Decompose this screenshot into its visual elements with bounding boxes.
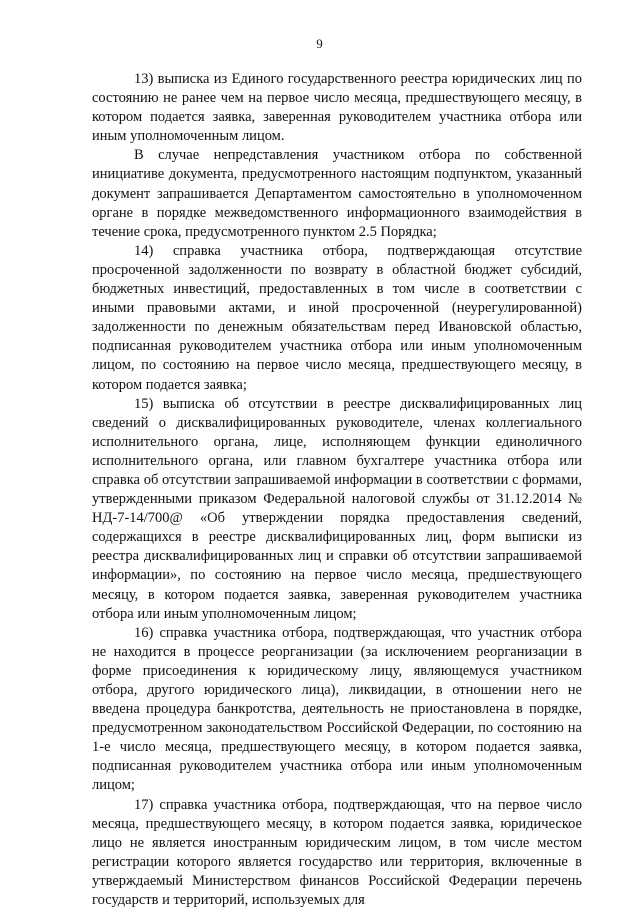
page-number: 9 — [316, 36, 323, 51]
paragraph-item-16: 16) справка участника отбора, подтверждающая, что участник отбора не находится в процессе реорганизации (за исключением реорганизации в форме присоединения к юридическому лицу, являющемуся участником отбора, другого юридического лица), ликвидации, в отношении него не введена процедура банкротства, деятельность не приостановлена в порядке, предусмотренном законодательством Российской Федерации, по состоянию на 1-е число месяца, предшествующего месяцу, в котором подается заявка, подписанная руководителем участника отбора или иным уполномоченным лицом; — [92, 624, 582, 794]
paragraph-item-14: 14) справка участника отбора, подтверждающая отсутствие просроченной задолженности по возврату в областной бюджет субсидий, бюджетных инвестиций, предоставленных в том числе в соответствии с иными правовыми актами, и иной просроченной (неурегулированной) задолженности по денежным обязательствам перед Ивановской областью, подписанная руководителем участника отбора или иным уполномоченным лицом, по состоянию на первое число месяца, предшествующего месяцу, в котором подается заявка; — [92, 242, 582, 393]
paragraph-item-13-note: В случае непредставления участником отбора по собственной инициативе документа, предусмотренного настоящим подпунктом, указанный документ запрашивается Департаментом самостоятельно в уполномоченном органе в порядке межведомственного информационного взаимодействия в течение срока, предусмотренного пунктом 2.5 Порядка; — [92, 147, 582, 240]
document-body — [92, 70, 582, 910]
paragraph-item-15: 15) выписка об отсутствии в реестре дисквалифицированных лиц сведений о дисквалифицированных руководителе, членах коллегиального исполнительного органа, лице, исполняющем функции единоличного исполнительного органа, или главном бухгалтере участника отбора или справка об отсутствии запрашиваемой информации в соответствии с формами, утвержденными приказом Федеральной налоговой службы от 31.12.2014 № НД-7-14/700@ «Об утверждении порядка предоставления сведений, содержащихся в реестре дисквалифицированных лиц, форм выписки из реестра дисквалифицированных лиц и справки об отсутствии запрашиваемой информации», по состоянию на первое число месяца, предшествующего месяцу, в котором подается заявка, заверенная руководителем участника отбора или иным уполномоченным лицом; — [92, 395, 582, 622]
paragraph-item-13: 13) выписка из Единого государственного реестра юридических лиц по состоянию не ранее чем на первое число месяца, предшествующего месяцу, в котором подается заявка, заверенная руководителем участника отбора или иным уполномоченным лицом. — [92, 71, 582, 145]
paragraph-item-17: 17) справка участника отбора, подтверждающая, что на первое число месяца, предшествующего месяцу, в котором подается заявка, юридическое лицо не является иностранным юридическим лицом, в том числе местом регистрации которого является государство или территория, включенные в утверждаемый Министерством финансов Российской Федерации перечень государств и территорий, используемых для — [92, 796, 582, 909]
